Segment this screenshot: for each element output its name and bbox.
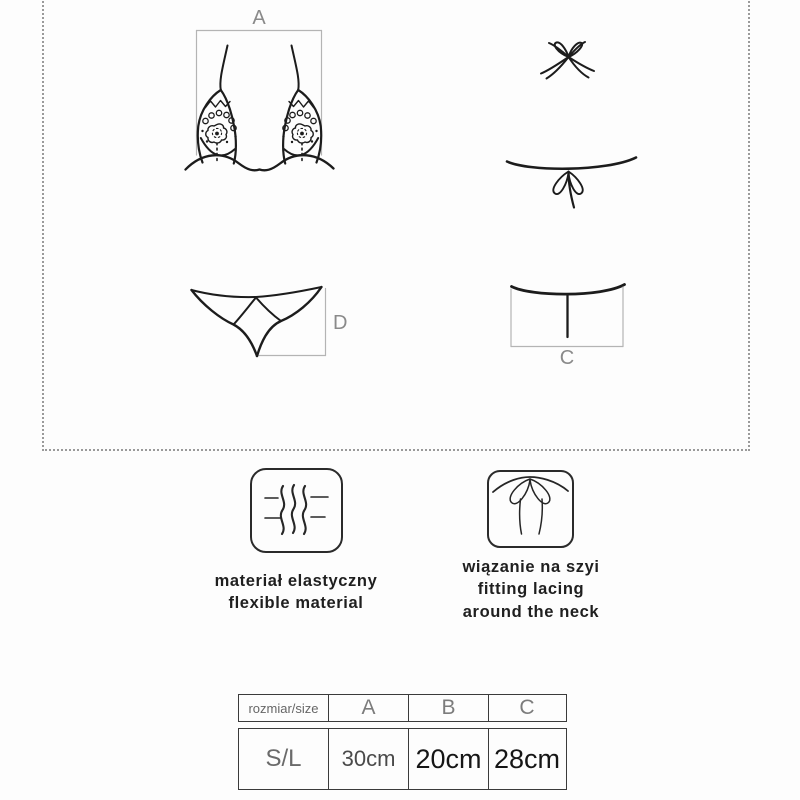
neck-lacing-icon [487,470,574,548]
caption-line: wiązanie na szyi [462,558,600,576]
dimension-d [259,289,326,356]
cell-c-value: 28cm [488,729,565,789]
bikini-top-drawing [186,46,334,171]
neck-tie-knot-drawing [541,42,594,79]
wavy-lines-icon [252,470,341,551]
header-rozmiar-size: rozmiar/size [248,700,319,716]
header-a: A [328,695,408,721]
bottom-back-drawing [512,285,625,338]
dimension-a-label: A [252,7,266,29]
header-b: B [408,695,488,721]
size-table-header-row [238,694,567,722]
thong-bottom-drawing [192,287,322,356]
dimension-c-label: C [559,347,575,369]
cell-b-value: 20cm [408,729,488,789]
caption-line: around the neck [462,602,600,621]
caption-line: fitting lacing [477,580,585,599]
caption-line: materiał elastyczny [214,572,378,590]
dimension-d-label: D [333,312,348,334]
cell-a-value: 30cm [328,729,408,789]
bow-lacing-icon [489,472,572,546]
cell-size: S/L [265,745,302,772]
neck-lacing-caption [381,556,681,623]
size-table-data-row [238,728,567,790]
caption-line: flexible material [228,594,364,613]
header-c: C [488,695,565,721]
flexible-material-icon [250,468,343,553]
back-strap-bow-drawing [507,158,636,208]
size-table [238,694,567,790]
